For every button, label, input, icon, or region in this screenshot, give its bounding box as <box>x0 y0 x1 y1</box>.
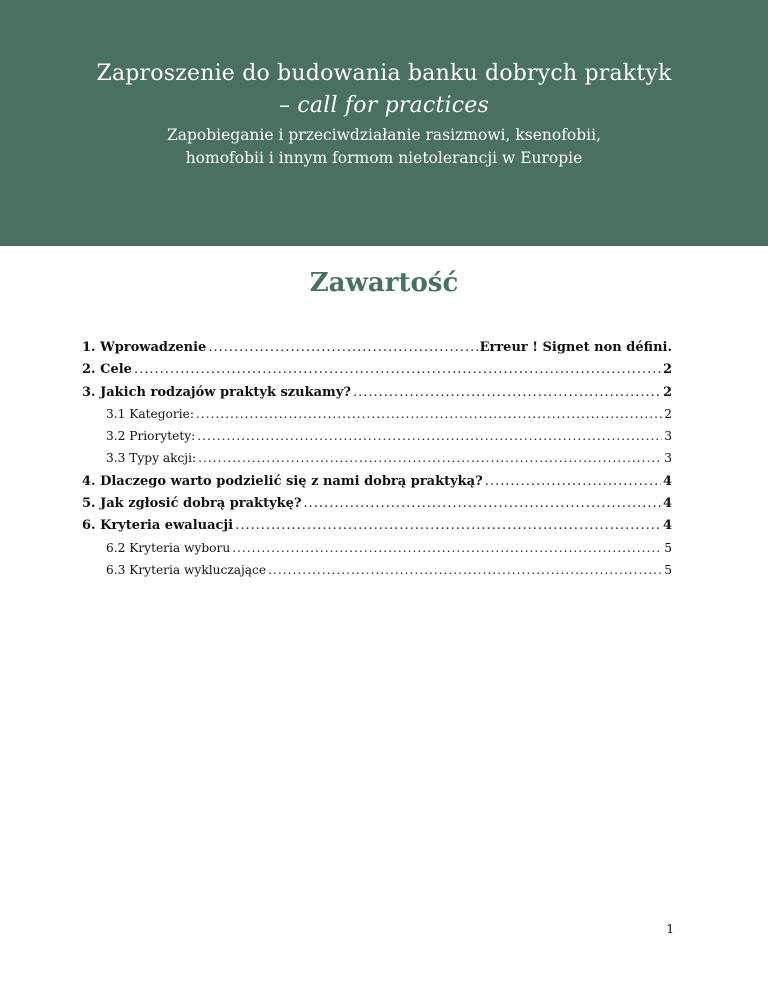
toc-entry-label: 2. Cele <box>82 362 132 378</box>
toc-entry[interactable] <box>82 451 672 473</box>
toc-entry-label: 1. Wprowadzenie <box>82 340 207 355</box>
toc-entry-page: 3 <box>664 429 672 444</box>
toc-entry[interactable] <box>82 385 672 407</box>
toc-entry-page: 4 <box>662 496 672 512</box>
header-banner <box>0 0 768 246</box>
toc-entry-label: 3. Jakich rodzajów praktyk szukamy? <box>82 384 351 400</box>
toc-entry-label: 6. Kryteria ewaluacji <box>82 518 234 534</box>
toc-entry-label: 5. Jak zgłosić dobrą praktykę? <box>82 496 302 512</box>
toc-entry[interactable] <box>82 541 672 563</box>
toc-entry-page: 5 <box>664 562 672 577</box>
toc-entry-label: 3.1 Kategorie: <box>106 406 194 421</box>
toc-entry[interactable] <box>82 362 672 384</box>
toc-entry-label: 6.3 Kryteria wykluczające <box>106 562 267 577</box>
toc-leader-dots <box>485 474 661 489</box>
page-number: 1 <box>666 922 674 936</box>
toc-heading: Zawartość <box>309 268 459 298</box>
toc-leader-dots <box>268 563 662 577</box>
toc-entry-label: 6.2 Kryteria wyboru <box>106 540 231 555</box>
toc-entry[interactable] <box>82 563 672 585</box>
toc-entry-page: 5 <box>664 540 672 555</box>
toc-leader-dots <box>232 541 662 555</box>
document-title <box>0 58 768 122</box>
toc-entry-page: 4 <box>662 518 672 534</box>
subtitle-line-1: Zapobieganie i przeciwdziałanie rasizmowi, ksenofobii, <box>166 126 602 144</box>
toc-entry-page: 2 <box>662 362 672 378</box>
toc-leader-dots <box>134 362 661 377</box>
toc-leader-dots <box>353 385 661 400</box>
toc-entry[interactable] <box>82 496 672 518</box>
toc-entry-page: 2 <box>664 406 672 421</box>
toc-entry[interactable] <box>82 518 672 540</box>
toc-entry-label: 3.3 Typy akcji: <box>106 451 197 466</box>
title-line-2: – call for practices <box>279 93 489 118</box>
toc-leader-dots <box>197 429 662 443</box>
toc-leader-dots <box>235 518 661 533</box>
toc-leader-dots <box>304 496 661 511</box>
table-of-contents <box>82 340 672 585</box>
document-subtitle <box>0 124 768 170</box>
toc-entry-page: 2 <box>662 384 672 400</box>
toc-entry[interactable] <box>82 474 672 496</box>
title-line-1: Zaproszenie do budowania banku dobrych praktyk <box>96 61 672 86</box>
toc-entry[interactable] <box>82 429 672 451</box>
toc-entry-page: Erreur ! Signet non défini. <box>479 340 672 355</box>
toc-entry[interactable] <box>82 407 672 429</box>
subtitle-line-2: homofobii i innym formom nietolerancji w Europie <box>185 149 583 167</box>
toc-entry-page: 4 <box>662 473 672 489</box>
toc-entry-label: 4. Dlaczego warto podzielić się z nami dobrą praktyką? <box>82 473 483 489</box>
toc-leader-dots <box>198 451 662 465</box>
toc-entry-page: 3 <box>664 451 672 466</box>
toc-leader-dots <box>208 340 477 355</box>
toc-entry[interactable] <box>82 340 672 362</box>
toc-leader-dots <box>196 407 662 421</box>
toc-entry-label: 3.2 Priorytety: <box>106 429 196 444</box>
